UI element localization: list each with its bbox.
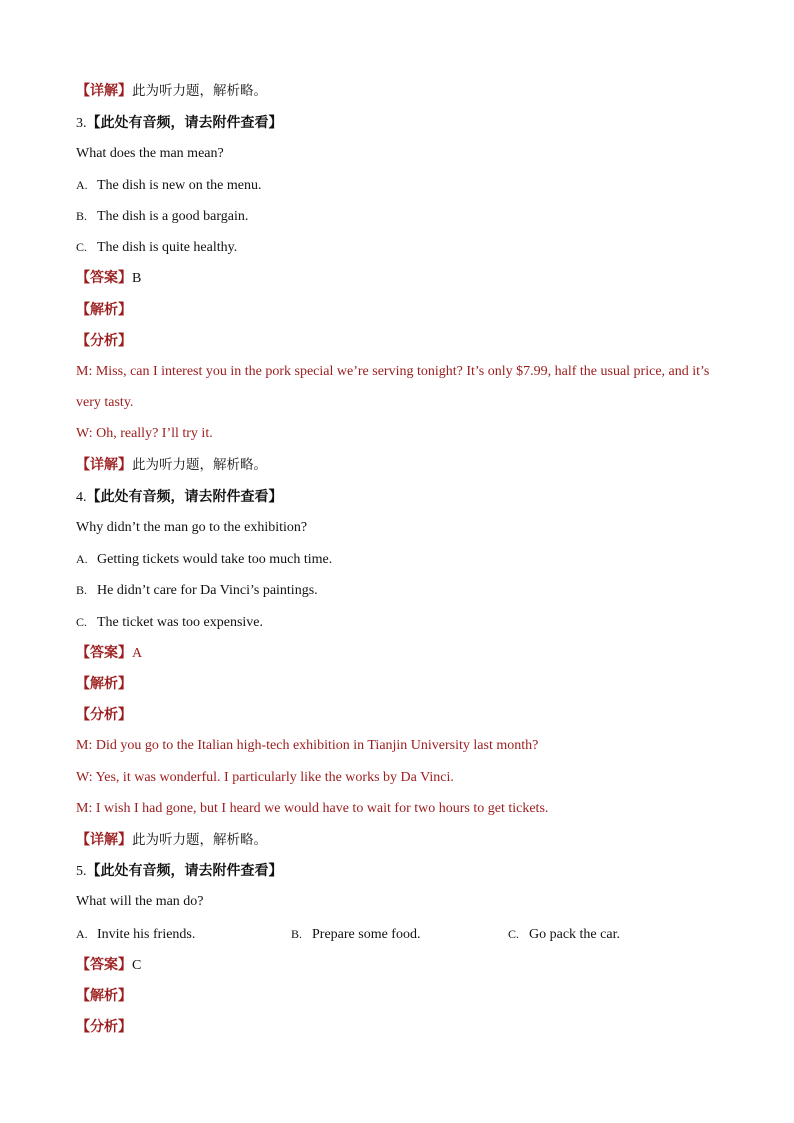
q3-transcript-line-3: W: Oh, really? I’ll try it. (76, 426, 213, 441)
q4-transcript-line-3: M: I wish I had gone, but I heard we would have to wait for two hours to get tickets. (76, 801, 549, 816)
q3-option-c: C. The dish is quite healthy. (76, 240, 238, 255)
q3-answer-line (76, 266, 141, 290)
q4-analysis-tag: 【解析】 (76, 676, 132, 692)
q4-option-c: C. The ticket was too expensive. (76, 615, 264, 630)
q3-transcript-line-1: M: Miss, can I interest you in the pork special we’re serving tonight? It’s only $7.99, half the usual price, and it’s (76, 364, 710, 379)
question-4-text: Why didn’t the man go to the exhibition? (76, 520, 308, 535)
q3-analysis-tag: 【解析】 (76, 302, 132, 318)
q3-transcript-line-2: very tasty. (76, 395, 134, 410)
q4-detail-line: 【详解】此为听力题，解析略。 (76, 832, 267, 848)
q5-option-a: A. Invite his friends. (76, 927, 196, 942)
q4-fenxi-tag: 【分析】 (76, 707, 132, 723)
q3-option-a: A. The dish is new on the menu. (76, 178, 262, 193)
answer-tag: 【答案】 (76, 270, 132, 286)
detail-text: 此为听力题，解析略。 (132, 83, 267, 99)
question-3-heading (76, 111, 283, 135)
answer-value: B (132, 271, 142, 286)
detail-line-q2 (76, 79, 267, 103)
q4-transcript-line-2: W: Yes, it was wonderful. I particularly like the works by Da Vinci. (76, 770, 454, 785)
question-5-text: What will the man do? (76, 894, 204, 909)
q5-analysis-tag: 【解析】 (76, 988, 132, 1004)
q5-answer-line: 【答案】C (76, 957, 142, 973)
q5-fenxi-tag: 【分析】 (76, 1019, 132, 1035)
q4-option-a: A. Getting tickets would take too much time. (76, 552, 333, 567)
q5-options-row (76, 922, 676, 946)
audio-tag: 【此处有音频，请去附件查看】 (86, 115, 283, 131)
question-4-heading: 4.【此处有音频，请去附件查看】 (76, 489, 283, 505)
question-5-heading: 5.【此处有音频，请去附件查看】 (76, 863, 283, 879)
q4-transcript-line-1: M: Did you go to the Italian high-tech exhibition in Tianjin University last month? (76, 738, 539, 753)
q3-option-b: B. The dish is a good bargain. (76, 209, 249, 224)
q3-detail-line: 【详解】此为听力题，解析略。 (76, 457, 267, 473)
q5-option-b: B. Prepare some food. (291, 927, 421, 942)
q4-answer-line: 【答案】A (76, 645, 143, 661)
question-3-text: What does the man mean? (76, 146, 224, 161)
q3-fenxi-tag: 【分析】 (76, 333, 132, 349)
detail-tag: 【详解】 (76, 83, 132, 99)
q5-option-c: C. Go pack the car. (508, 927, 620, 942)
q4-option-b: B. He didn’t care for Da Vinci’s paintings. (76, 583, 318, 598)
question-number: 3. (76, 116, 87, 131)
